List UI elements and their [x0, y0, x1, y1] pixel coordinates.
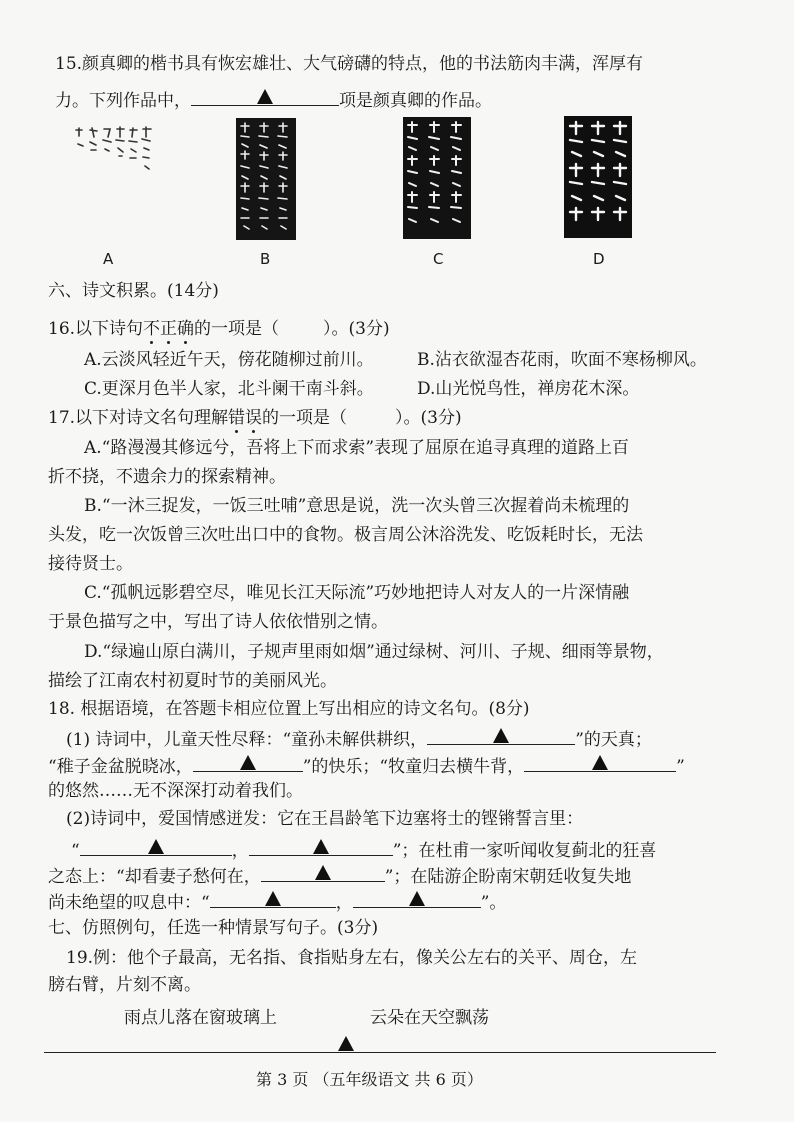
q15-line2-prefix: 力。下列作品中，: [55, 91, 191, 111]
q15-line1: 15.颜真卿的楷书具有恢宏雄壮、大气磅礴的特点，他的书法筋肉丰满，浑厚有: [55, 54, 644, 74]
q18-blank-1[interactable]: [427, 724, 575, 745]
triangle-marker-icon: [315, 865, 331, 880]
triangle-marker-icon: [338, 1036, 354, 1051]
q15-answer-blank[interactable]: [191, 85, 339, 106]
q19-example-line2: 膀右臂，片刻不离。: [48, 975, 201, 995]
q16-stem-prefix: 16.以下诗句: [48, 319, 144, 339]
q18-part2-line1: (2)诗词中，爱国情感迸发：它在王昌龄笔下边塞将士的铿锵誓言里：: [66, 809, 584, 829]
emphasis-char: 不: [143, 319, 161, 339]
q18-p2-text: ”；在杜甫一家听闻收复蓟北的狂喜: [392, 841, 657, 861]
q18-p1-text: ”的天真；: [575, 730, 652, 750]
q15-line2-suffix: 项是颜真卿的作品。: [339, 91, 492, 111]
triangle-marker-icon: [240, 755, 256, 770]
option-label-c: C: [433, 250, 444, 268]
q18-p2-text: ，: [231, 841, 249, 861]
q18-p2-text: ，: [335, 893, 353, 913]
triangle-marker-icon: [313, 839, 329, 854]
q17-stem-mid: 的一项是（: [262, 408, 348, 428]
triangle-marker-icon: [493, 728, 509, 743]
q18-p1-text: “稚子金盆脱晓冰，: [48, 757, 193, 777]
triangle-marker-icon: [265, 891, 281, 906]
q17-option-d-line2: 描绘了江南农村初夏时节的美丽风光。: [48, 671, 337, 691]
q18-p1-text: ”的快乐；“牧童归去横牛背，: [302, 757, 525, 777]
q19-answer-line[interactable]: [44, 1052, 716, 1053]
triangle-marker-icon: [409, 891, 425, 906]
q18-p1-text: ”: [676, 757, 685, 777]
emphasis-char: 正: [160, 319, 178, 339]
q17-option-d-line1: D.“绿遍山原白满川，子规声里雨如烟”通过绿树、河川、子规、细雨等景物，: [84, 642, 664, 662]
q18-p1-text: (1) 诗词中，儿童天性尽释：“童孙未解供耕织，: [66, 730, 428, 750]
q19-scene-option-1: 雨点儿落在窗玻璃上: [124, 1008, 277, 1028]
q17-option-c-line1: C.“孤帆远影碧空尽，唯见长江天际流”巧妙地把诗人对友人的一片深情融: [84, 583, 630, 603]
option-label-a: A: [103, 250, 114, 268]
triangle-marker-icon: [257, 89, 273, 104]
q17-option-a-line2: 折不挠，不遗余力的探索精神。: [48, 467, 286, 487]
q18-blank-2[interactable]: [193, 751, 303, 772]
q17-stem-suffix: ）。(3分): [395, 408, 462, 428]
q15-line2: [55, 85, 492, 113]
q17-option-c-line2: 于景色描写之中，写出了诗人依依惜别之情。: [48, 612, 388, 632]
q19-example-line1: 19.例：他个子最高，无名指、食指贴身左右，像关公左右的关平、周仓，左: [66, 948, 638, 968]
option-label-b: B: [260, 250, 271, 268]
q17-option-b-line2: 头发，吃一次饭曾三次吐出口中的食物。极言周公沐浴洗发、吃饭耗时长，无法: [48, 525, 643, 545]
q16-option-a: A.云淡风轻近午天，傍花随柳过前川。: [84, 350, 374, 370]
q17-option-a-line1: A.“路漫漫其修远兮，吾将上下而求索”表现了屈原在追寻真理的道路上百: [84, 438, 630, 458]
q18-stem: 18. 根据语境，在答题卡相应位置上写出相应的诗文名句。(8分): [48, 699, 530, 719]
q18-part2-line4: [48, 887, 506, 915]
q18-p2-text: 尚未绝望的叹息中：“: [48, 893, 210, 913]
q18-p2-text: ”。: [480, 893, 507, 913]
calligraphy-image-d: [564, 116, 632, 238]
calligraphy-image-b: [236, 118, 296, 240]
q18-blank-8[interactable]: [353, 887, 481, 908]
calligraphy-image-a: [70, 124, 160, 186]
page-footer: 第 3 页 （五年级语文 共 6 页）: [256, 1070, 483, 1089]
emphasis-char: 误: [245, 408, 263, 428]
q17-stem: [48, 406, 462, 430]
q16-stem: [48, 317, 390, 341]
q18-part1-line1: [66, 724, 652, 752]
q16-stem-suffix: ）。(3分): [323, 319, 390, 339]
q18-part2-line3: [48, 861, 631, 889]
q18-blank-3[interactable]: [524, 751, 676, 772]
triangle-marker-icon: [148, 839, 164, 854]
q19-scene-option-2: 云朵在天空飘荡: [370, 1008, 489, 1028]
option-label-d: D: [593, 250, 605, 268]
q18-blank-6[interactable]: [261, 861, 385, 882]
q16-option-b: B.沾衣欲湿杏花雨，吹面不寒杨柳风。: [417, 350, 707, 370]
q18-blank-4[interactable]: [80, 835, 232, 856]
q18-p2-text: 之态上：“却看妻子愁何在，: [48, 867, 261, 887]
q18-p2-text: ”；在陆游企盼南宋朝廷收复失地: [384, 867, 632, 887]
q16-option-c: C.更深月色半人家，北斗阑干南斗斜。: [84, 379, 374, 399]
q18-blank-7[interactable]: [210, 887, 336, 908]
q18-part2-line2: [71, 835, 656, 863]
q17-option-b-line1: B.“一沐三捉发，一饭三吐哺”意思是说，洗一次头曾三次握着尚未梳理的: [84, 496, 630, 516]
q17-stem-prefix: 17.以下对诗文名句理解: [48, 408, 229, 428]
q16-stem-mid: 的一项是（: [194, 319, 280, 339]
q18-blank-5[interactable]: [249, 835, 393, 856]
q18-part1-line3: 的悠然……无不深深打动着我们。: [48, 781, 303, 801]
section-6-title: 六、诗文积累。(14分): [48, 281, 219, 301]
q18-part1-line2: [48, 751, 685, 779]
q17-option-b-line3: 接待贤士。: [48, 554, 133, 574]
q18-p2-text: “: [71, 841, 80, 861]
calligraphy-image-c: [403, 117, 471, 239]
q16-option-d: D.山光悦鸟性，禅房花木深。: [417, 379, 640, 399]
section-7-title: 七、仿照例句，任选一种情景写句子。(3分): [48, 918, 379, 938]
emphasis-char: 错: [228, 408, 246, 428]
emphasis-char: 确: [177, 319, 195, 339]
triangle-marker-icon: [592, 755, 608, 770]
